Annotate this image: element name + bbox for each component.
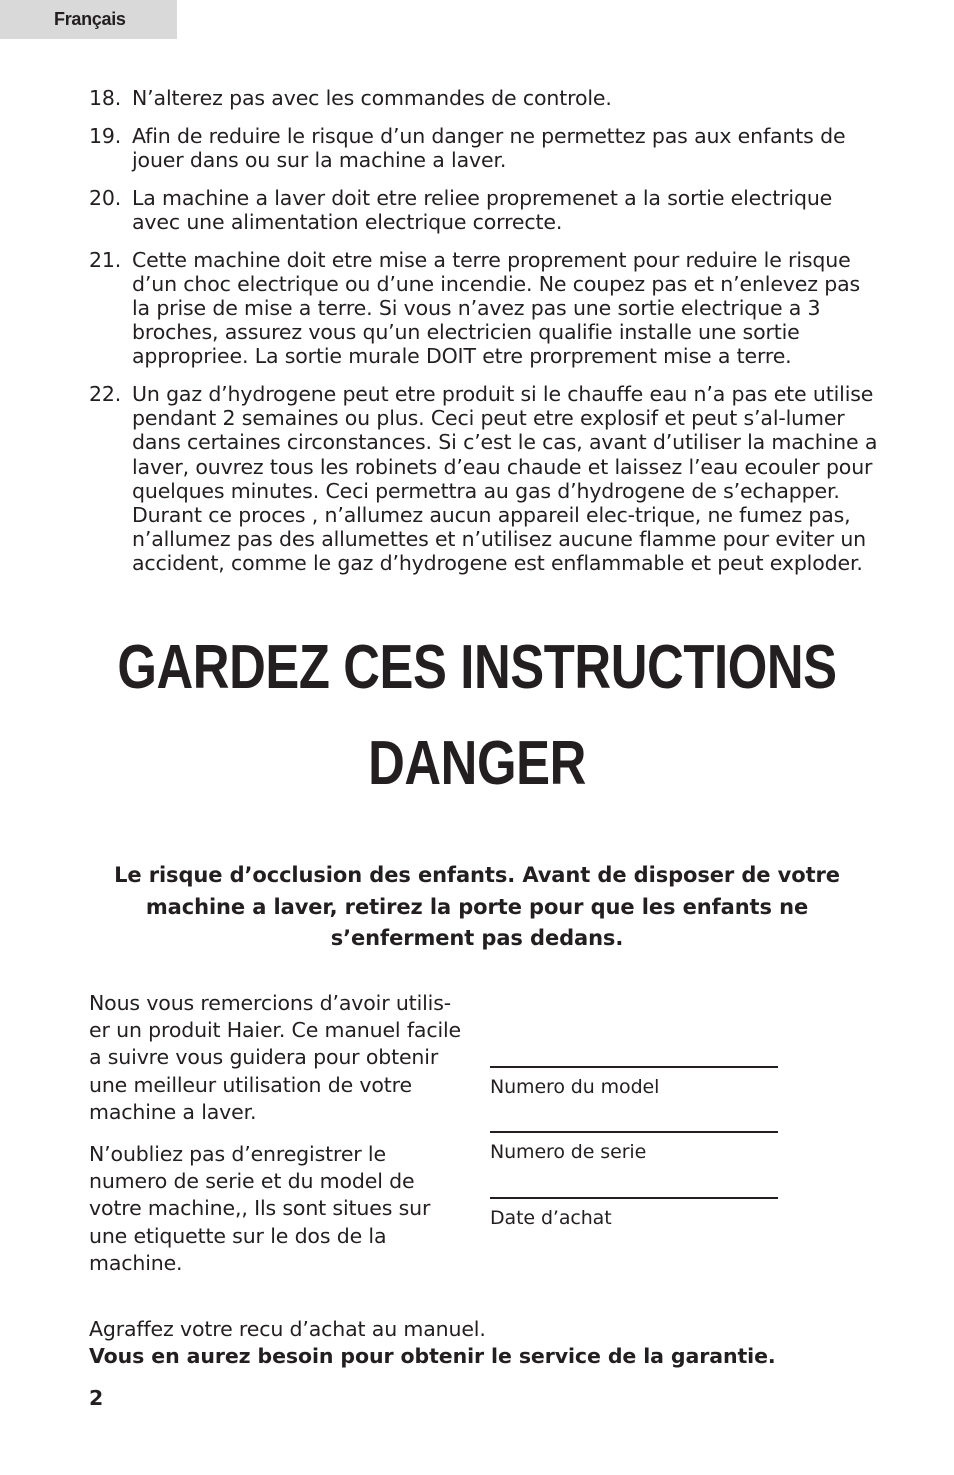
warranty-note: Vous en aurez besoin pour obtenir le service de la garantie. [89,1344,776,1368]
serial-number-label: Numero de serie [490,1141,647,1163]
item-text: Un gaz d’hydrogene peut etre produit si le chauffe eau n’a pas ete utilise pendant 2 semaines ou plus. Ceci peut etre explosif et peut s’al-lumer dans certaines circonstances. Si c’est le cas, avant d’utiliser la machine a laver, ouvrez tous les robinets d’eau chaude et laissez l’eau ecouler pour quelques minutes. Ceci permettra au gas d’hydrogene de s’echapper. Durant ce proces , n’allumez aucun appareil elec-trique, ne fumez pas, n’allumez pas des allumettes et n’utilisez aucune flamme pour eviter un accident, comme le gaz d’hydrogene est enflammable et peut exploder. [132,382,878,576]
model-number-field [490,1066,778,1099]
thank-you-paragraph: Nous vous remercions d’avoir utilis-er un produit Haier. Ce manuel facile a suivre vous guidera pour obtenir une meilleur utilisation de votre machine a laver. [89,991,461,1124]
item-text: Afin de reduire le risque d’un danger ne permettez pas aux enfants de jouer dans ou sur la machine a laver. [132,123,846,172]
list-item [89,86,879,110]
child-entrapment-warning: Le risque d’occlusion des enfants. Avant de disposer de votre machine a laver, retirez la porte pour que les enfants ne s’enferment pas dedans. [114,863,840,950]
item-text: La machine a laver doit etre reliee propremenet a la sortie electrique avec une alimentation electrique correcte. [132,185,833,234]
safety-instructions-list [89,86,879,589]
item-text: N’alterez pas avec les commandes de controle. [132,86,612,110]
registration-reminder: N’oubliez pas d’enregistrer le numero de serie et du model de votre machine,, Ils sont situes sur une etiquette sur le dos de la machine. [89,1142,431,1275]
item-number: 22. [89,382,122,407]
keep-instructions-heading: GARDEZ CES INSTRUCTIONS [117,633,837,702]
item-number: 19. [89,123,122,148]
list-item [89,248,879,369]
staple-receipt-note: Agraffez votre recu d’achat au manuel. [89,1317,486,1341]
item-text: Cette machine doit etre mise a terre proprement pour reduire le risque d’un choc electrique ou d’une incendie. Ne coupez pas et n’enlevez pas la prise de mise a terre. Si vous n’avez pas une sortie electrique a 3 broches, assurez vous qu’un electricien qualifie installe une sortie appropriee. La sortie murale DOIT etre prorprement mise a terre. [132,247,861,369]
danger-heading: DANGER [368,729,586,798]
page-number: 2 [89,1386,104,1410]
model-number-label: Numero du model [490,1076,660,1098]
list-item [89,124,879,172]
list-item [89,382,879,576]
item-number: 21. [89,247,122,272]
language-tab: Français [0,0,177,39]
purchase-date-label: Date d’achat [490,1207,612,1229]
purchase-date-field [490,1197,778,1230]
serial-number-field [490,1131,778,1164]
list-item [89,186,879,234]
item-number: 20. [89,185,122,210]
item-number: 18. [89,86,122,110]
